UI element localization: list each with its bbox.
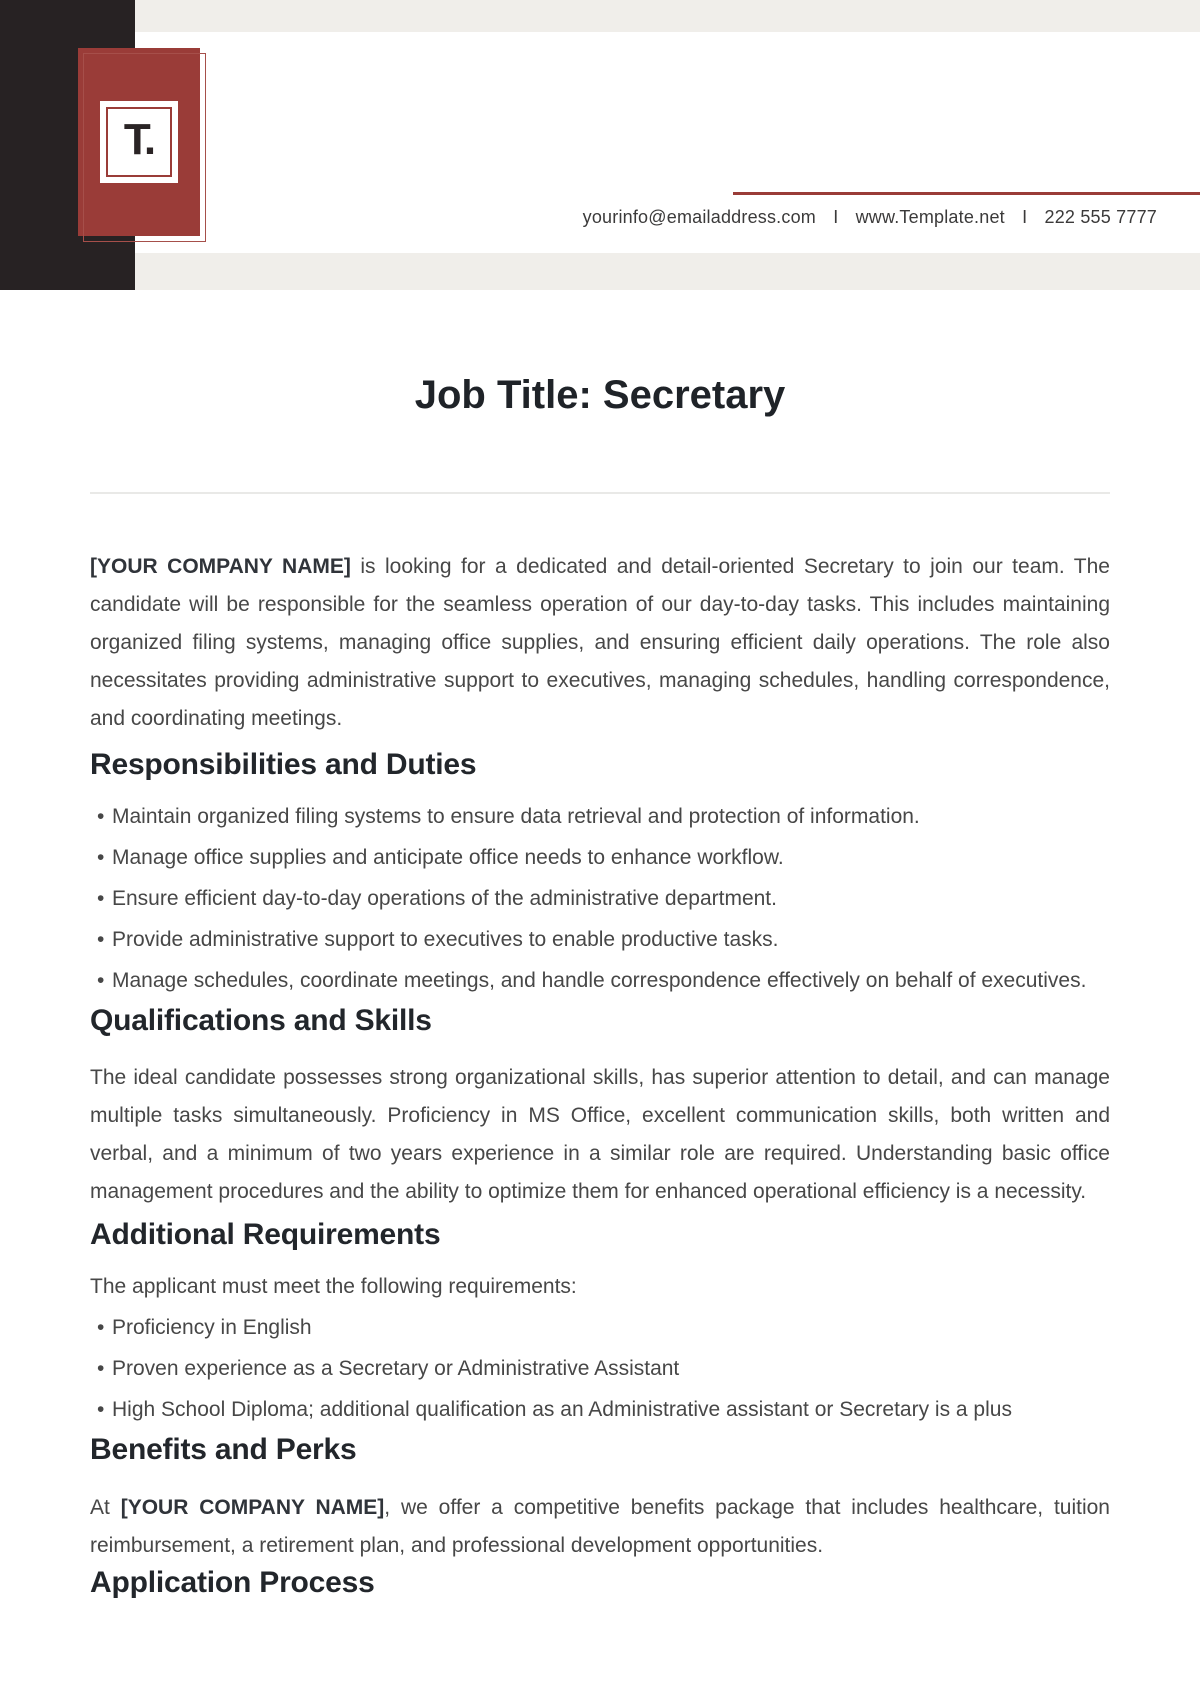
document-body: [0, 370, 1200, 1601]
contact-separator: I: [1022, 207, 1028, 227]
contact-phone: 222 555 7777: [1044, 207, 1157, 227]
document-header: [0, 0, 1200, 290]
benefits-text: , we offer a competitive benefits package that includes healthcare, tuition reimbursement, a retirement plan, and professional development opportunities.: [90, 1496, 1110, 1557]
section-heading-application-process: Application Process: [90, 1566, 375, 1599]
contact-email: yourinfo@emailaddress.com: [582, 207, 816, 227]
company-logo: [78, 48, 200, 236]
list-item: • Provide administrative support to executives to enable productive tasks.: [90, 921, 1110, 959]
intro-text: is looking for a dedicated and detail-oriented Secretary to join our team. The candidate will be responsible for the seamless operation of our day-to-day tasks. This includes maintaining organized filing systems, managing office supplies, and ensuring efficient daily operations. The role also necessitates providing administrative support to executives, managing schedules, handling correspondence, and coordinating meetings.: [90, 555, 1110, 730]
logo-monogram: T.: [123, 115, 155, 164]
responsibilities-list: [90, 798, 1110, 1000]
contact-website: www.Template.net: [855, 207, 1005, 227]
intro-paragraph: [90, 548, 1110, 738]
section-heading-qualifications: Qualifications and Skills: [90, 1004, 432, 1037]
list-item: • Proven experience as a Secretary or Administrative Assistant: [90, 1350, 1110, 1388]
section-heading-responsibilities: Responsibilities and Duties: [90, 748, 477, 781]
list-item: • Maintain organized filing systems to ensure data retrieval and protection of information.: [90, 798, 1110, 836]
benefits-pre: At: [90, 1496, 121, 1519]
list-item: • High School Diploma; additional qualification as an Administrative assistant or Secretary is a plus: [90, 1391, 1110, 1429]
company-name-placeholder: [YOUR COMPANY NAME]: [120, 1496, 385, 1519]
benefits-paragraph: [90, 1489, 1110, 1565]
logo-inner-frame: [106, 107, 172, 177]
section-heading-additional-requirements: Additional Requirements: [90, 1218, 441, 1251]
contact-info: [583, 207, 1157, 228]
additional-requirements-intro: The applicant must meet the following requirements:: [90, 1275, 577, 1298]
additional-requirements-list: [90, 1309, 1110, 1429]
page-title: Job Title: Secretary: [414, 373, 786, 417]
contact-separator: I: [833, 207, 839, 227]
list-item: • Proficiency in English: [90, 1309, 1110, 1347]
company-name-placeholder: [YOUR COMPANY NAME]: [90, 555, 351, 578]
qualifications-paragraph: The ideal candidate possesses strong organizational skills, has superior attention to detail, and can manage multiple tasks simultaneously. Proficiency in MS Office, excellent communication skills, both written and verbal, and a minimum of two years experience in a similar role are required. Understanding basic office management procedures and the ability to optimize them for enhanced operational efficiency is a necessity.: [90, 1066, 1110, 1203]
list-item: • Manage office supplies and anticipate office needs to enhance workflow.: [90, 839, 1110, 877]
list-item: • Ensure efficient day-to-day operations of the administrative department.: [90, 880, 1110, 918]
section-heading-benefits: Benefits and Perks: [90, 1433, 357, 1466]
header-accent-rule: [733, 192, 1200, 195]
title-divider: [90, 492, 1110, 494]
list-item: • Manage schedules, coordinate meetings, and handle correspondence effectively on behalf of executives.: [90, 962, 1110, 1000]
